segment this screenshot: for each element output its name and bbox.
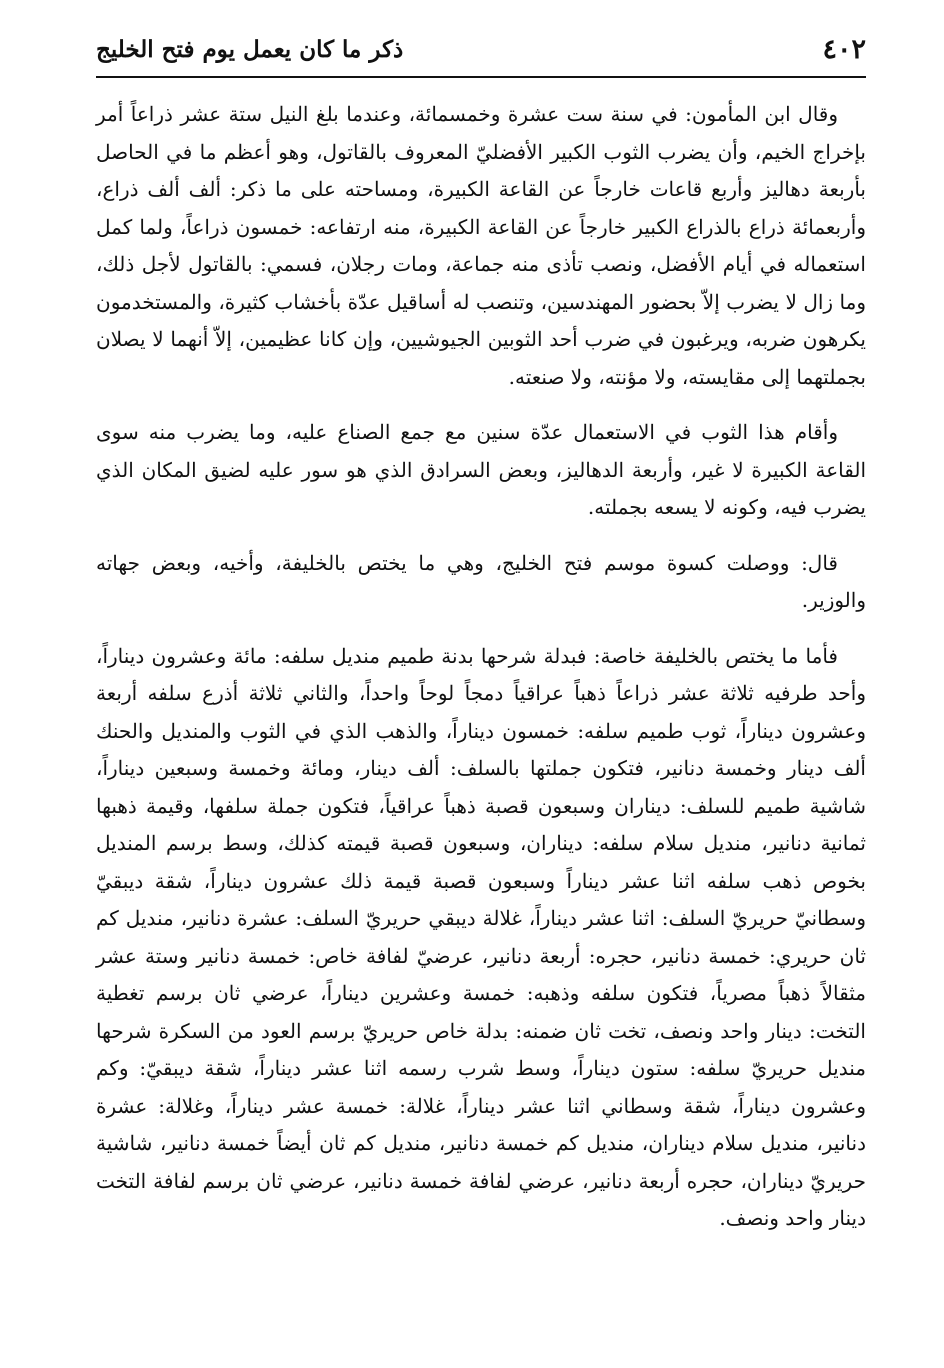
- paragraph-2: وأقام هذا الثوب في الاستعمال عدّة سنين مع جمع الصناع عليه، وما يضرب منه سوى القاعة الكبيرة لا غير، وأربعة الدهاليز، وبعض السرادق الذي هو سور عليه لضيق المكان الذي يضرب فيه، وكونه لا يسعه بجملته.: [96, 420, 866, 519]
- page-number: ٤٠٢: [822, 34, 866, 65]
- paragraph-4: فأما ما يختص بالخليفة خاصة: فبدلة شرحها بدنة طميم منديل سلفه: مائة وعشرون ديناراً، وأحد طرفيه ثلاثة عشر ذراعاً ذهباً عراقياً دمجاً لوحاً واحداً، والثاني ثلاثة أذرع سلفه أربعة وعشرون ديناراً، ثوب طميم سلفه: خمسون ديناراً، والذهب الذي في الثوب والمنديل والحنك ألف دينار وخمسة دنانير، فتكون جملتها بالسلف: ألف دينار، ومائة وخمسة وسبعين ديناراً، شاشية طميم للسلف: ديناران وسبعون قصبة ذهباً عراقياً، فتكون جملة سلفها، وقيمة ذهبها ثمانية دنانير، منديل سلام سلفه: ديناران، وسبعون قصبة قيمته كذلك، وسط برسم المنديل بخوص ذهب سلفه اثنا عشر ديناراً وسبعون قصبة قيمة ذلك عشرون ديناراً، شقة ديبقيّ وسطانيّ حريريّ السلف: اثنا عشر ديناراً، غلالة ديبقي حريريّ السلف: عشرة دنانير، منديل كم ثان حريري: خمسة دنانير، حجره: أربعة دنانير، عرضيّ لفافة خاص: خمسة دنانير وستة عشر مثقالاً ذهباً مصرياً، فتكون سلفه وذهبه: خمسة وعشرين ديناراً، عرضي ثان برسم تغطية التخت: دينار واحد ونصف، تخت ثان ضمنه: بدلة خاص حريريّ برسم العود من السكرة شرحها منديل حريريّ سلفه: ستون ديناراً، وسط شرب رسمه اثنا عشر ديناراً، شقة ديبقيّ: وكم وعشرون ديناراً، شقة وسطاني اثنا عشر ديناراً، غلالة: خمسة عشر ديناراً، وغلالة: عشرة دنانير، منديل سلام ديناران، منديل كم خمسة دنانير، منديل كم ثان أيضاً خمسة دنانير، شاشية حريريّ ديناران، حجره أربعة دنانير، عرضي لفافة خمسة دنانير، عرضي ثان برسم لفافة التخت دينار واحد ونصف.: [96, 643, 866, 1230]
- running-title: ذكر ما كان يعمل يوم فتح الخليج: [96, 36, 404, 63]
- page-header: [96, 30, 866, 78]
- paragraph-1: وقال ابن المأمون: في سنة ست عشرة وخمسمائة، وعندما بلغ النيل ستة عشر ذراعاً أمر بإخراج الخيم، وأن يضرب الثوب الكبير الأفضليّ المعروف بالقاتول، وهو أعظم ما في الحاصل بأربعة دهاليز وأربع قاعات خارجاً عن القاعة الكبيرة، ومساحته على ما ذكر: ألف ألف ذراع، وأربعمائة ذراع بالذراع الكبير خارجاً عن القاعة الكبيرة، منه ارتفاعه: خمسون ذراعاً، ولما كمل استعماله في أيام الأفضل، ونصب تأذى منه جماعة، ومات رجلان، فسمي: بالقاتول لأجل ذلك، وما زال لا يضرب إلاّ بحضور المهندسين، وتنصب له أساقيل عدّة بأخشاب كثيرة، والمستخدمون يكرهون ضربه، ويرغبون في ضرب أحد الثوبين الجيوشيين، وإن كانا عظيمين، إلاّ أنهما لا يصلان بجملتهما إلى مقايسته، ولا مؤنته، ولا صنعته.: [96, 102, 866, 389]
- header-divider: [96, 76, 866, 78]
- body-text: [96, 96, 866, 1238]
- paragraph-3: قال: ووصلت كسوة موسم فتح الخليج، وهي ما يختص بالخليفة، وأخيه، وبعض جهاته والوزير.: [96, 550, 866, 612]
